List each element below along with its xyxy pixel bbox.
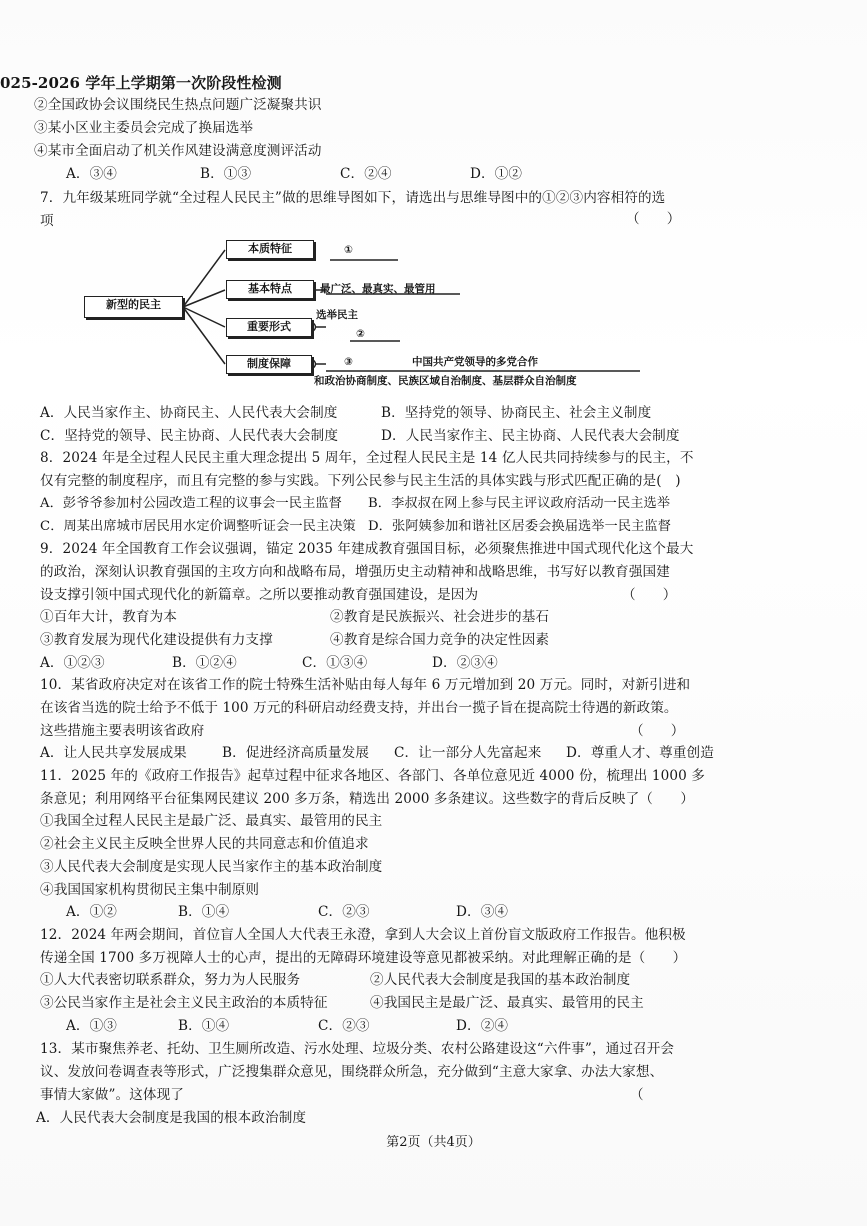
mind-map-blank-1: ① [344,244,353,256]
q9-answer-paren: （ ） [622,587,677,603]
q12-item-4: ④我国民主是最广泛、最真实、最管用的民主 [370,995,644,1011]
q6-item-2: ②全国政协会议围绕民生热点问题广泛凝聚共识 [34,97,322,113]
mind-map [80,232,660,402]
q10-option-d: D．尊重人才、尊重创造 [566,745,714,761]
q6-option-b: B．①③ [200,166,252,182]
q7-stem-line1: 7．九年级某班同学就“全过程人民民主”做的思维导图如下，请选出与思维导图中的①②③内容相符的选 [40,190,666,206]
q6-option-c: C．②④ [340,166,392,182]
q11-item-4: ④我国国家机构贯彻民主集中制原则 [40,882,260,898]
q11-option-c: C．②③ [318,904,370,920]
q12-stem-line2: 传递全国 1700 多万视障人士的心声，提出的无障碍环境建设等意见都被采纳。对此理解正确的是（ ） [40,950,687,966]
mind-map-node-essence: 本质特征 [226,240,314,259]
q8-stem-line2: 仅有完整的制度程序，而且有完整的参与实践。下列公民参与民主生活的具体实践与形式匹配正确的是( ) [40,473,681,489]
q7-option-d: D．人民当家作主、民主协商、人民代表大会制度 [381,428,680,444]
q7-stem-line2: 项 [40,213,54,229]
mind-map-forms-text: 选举民主 [316,309,358,321]
mind-map-blank-2: ② [356,328,365,340]
q10-option-b: B．促进经济高质量发展 [222,745,370,761]
exam-title: 025-2026 学年上学期第一次阶段性检测 [0,74,282,92]
q12-item-1: ①人大代表密切联系群众，努力为人民服务 [40,972,301,988]
mind-map-blank-3: ③ [344,356,353,368]
q6-item-4: ④某市全面启动了机关作风建设满意度测评活动 [34,143,322,159]
q6-item-3: ③某小区业主委员会完成了换届选举 [34,120,254,136]
q9-item-2: ②教育是民族振兴、社会进步的基石 [330,609,550,625]
q8-option-a: A．彭爷爷参加村公园改造工程的议事会一民主监督 [40,496,342,511]
q6-option-d: D．①② [470,166,523,182]
q10-stem-line3: 这些措施主要表明该省政府 [40,723,205,739]
q11-option-a: A．①② [66,904,117,920]
q9-item-4: ④教育是综合国力竞争的决定性因素 [330,632,550,648]
q10-stem-line1: 10．某省政府决定对在该省工作的院士特殊生活补贴由每人每年 6 万元增加到 20 万元。同时，对新引进和 [40,677,691,693]
q13-stem-line1: 13．某市聚焦养老、托幼、卫生厕所改造、污水处理、垃圾分类、农村公路建设这“六件事”，通过召开会 [40,1041,675,1057]
q11-option-b: B．①④ [178,904,230,920]
q12-item-2: ②人民代表大会制度是我国的基本政治制度 [370,972,631,988]
q11-stem-line1: 11．2025 年的《政府工作报告》起草过程中征求各地区、各部门、各单位意见近 4000 份，梳理出 1000 多 [40,768,705,784]
q9-stem-line3: 设支撑引领中国式现代化的新篇章。之所以要推动教育强国建设，是因为 [40,587,479,603]
q13-stem-line2: 议、发放问卷调查表等形式，广泛搜集群众意见，围绕群众所急，充分做到“主意大家拿、办法大家想、 [40,1064,664,1080]
mind-map-guarantee-text-2: 和政治协商制度、民族区域自治制度、基层群众自治制度 [314,375,577,387]
q12-item-3: ③公民当家作主是社会主义民主政治的本质特征 [40,995,328,1011]
q11-option-d: D．③④ [456,904,509,920]
q11-item-2: ②社会主义民主反映全世界人民的共同意志和价值追求 [40,836,369,852]
mind-map-node-forms: 重要形式 [226,318,312,337]
q12-option-b: B．①④ [178,1018,230,1034]
mind-map-guarantee-text-1: 中国共产党领导的多党合作 [412,356,538,368]
q11-item-3: ③人民代表大会制度是实现人民当家作主的基本政治制度 [40,859,383,875]
q12-option-d: D．②④ [456,1018,509,1034]
q9-item-1: ①百年大计，教育为本 [40,609,177,625]
q8-option-d: D．张阿姨参加和谐社区居委会换届选举一民主监督 [368,519,671,534]
q13-stem-line3: 事情大家做”。这体现了 [40,1087,184,1103]
q11-stem-line2: 条意见；利用网络平台征集网民建议 200 多万条，精选出 2000 多条建议。这些数字的背后反映了（ ） [40,791,695,807]
q8-option-c: C．周某出席城市居民用水定价调整听证会一民主决策 [40,519,356,534]
q9-option-a: A．①②③ [40,655,105,671]
q9-item-3: ③教育发展为现代化建设提供有力支撑 [40,632,273,648]
mind-map-root: 新型的民主 [84,296,183,318]
q11-item-1: ①我国全过程人民民主是最广泛、最真实、最管用的民主 [40,813,383,829]
q12-stem-line1: 12．2024 年两会期间，首位盲人全国人大代表王永澄，拿到人大会议上首份盲文版政府工作报告。他积极 [40,927,686,943]
q9-option-c: C．①③④ [302,655,368,671]
q7-option-c: C．坚持党的领导、民主协商、人民代表大会制度 [40,428,339,444]
q13-answer-paren: （ [630,1087,644,1103]
q9-option-b: B．①②④ [172,655,237,671]
q9-stem-line2: 的政治，深刻认识教育强国的主攻方向和战略布局，增强历史主动精神和战略思维，书写好以教育强国建 [40,564,670,580]
q9-option-d: D．②③④ [432,655,498,671]
q12-option-c: C．②③ [318,1018,370,1034]
q10-option-c: C．让一部分人先富起来 [394,745,542,761]
q10-answer-paren: （ ） [630,723,685,739]
q7-answer-paren: （ ） [626,211,681,227]
q7-option-b: B．坚持党的领导、协商民主、社会主义制度 [381,405,652,421]
mind-map-node-features: 基本特点 [226,280,314,299]
mind-map-node-guarantee: 制度保障 [226,355,312,374]
q10-option-a: A．让人民共享发展成果 [40,745,187,761]
q7-option-a: A．人民当家作主、协商民主、人民代表大会制度 [40,405,338,421]
q10-stem-line2: 在该省当选的院士给予不低于 100 万元的科研启动经费支持，并出台一揽子旨在提高院士待遇的新政策。 [40,700,678,716]
q6-option-a: A．③④ [66,166,117,182]
q12-option-a: A．①③ [66,1018,117,1034]
page-number: 第2页（共4页） [386,1135,481,1150]
q8-stem-line1: 8．2024 年是全过程人民民主重大理念提出 5 周年，全过程人民民主是 14 亿人民共同持续参与的民主，不 [40,450,694,466]
q13-option-a: A．人民代表大会制度是我国的根本政治制度 [36,1110,307,1126]
mind-map-features-text: 最广泛、最真实、最管用 [320,283,436,295]
q8-option-b: B．李叔叔在网上参与民主评议政府活动一民主选举 [368,496,671,511]
q9-stem-line1: 9．2024 年全国教育工作会议强调，锚定 2035 年建成教育强国目标，必须聚焦推进中国式现代化这个最大 [40,541,694,557]
